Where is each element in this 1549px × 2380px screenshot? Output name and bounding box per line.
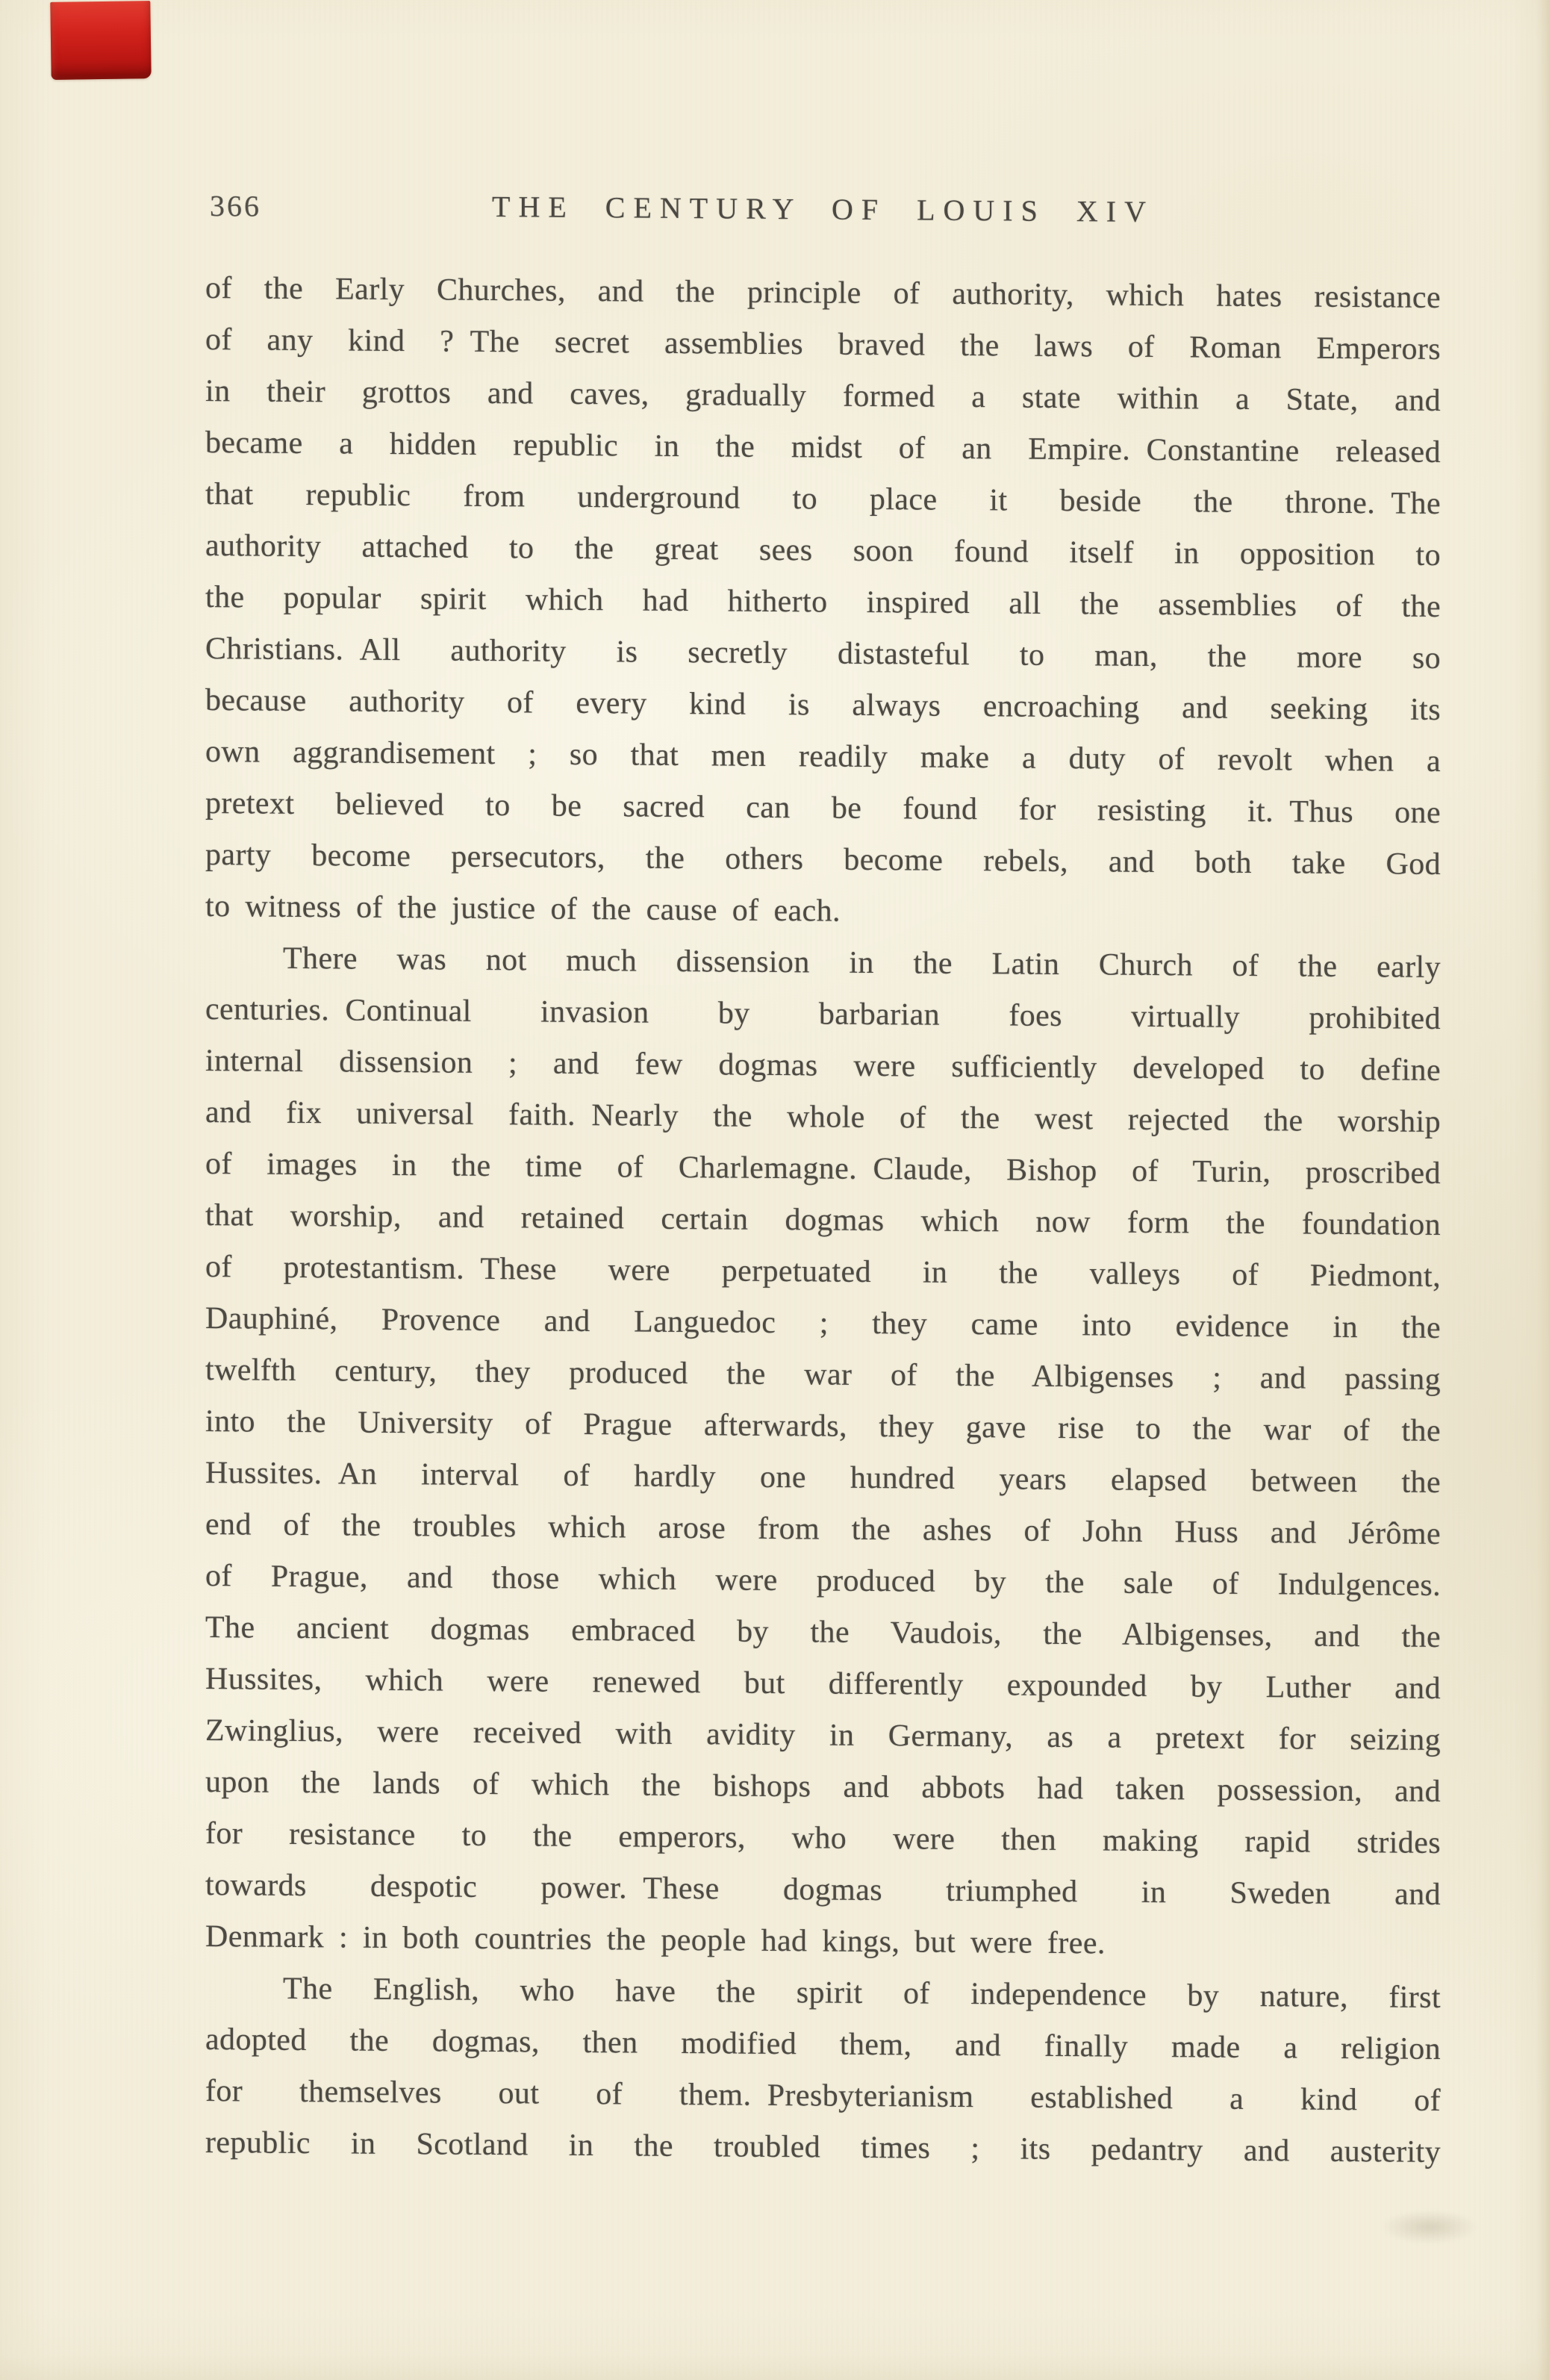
- text-line: party become persecutors, the others become rebels, and both take God: [205, 838, 1441, 882]
- page-header: [205, 187, 1441, 238]
- text-line: The ancient dogmas embraced by the Vaudois, the Albigenses, and the: [205, 1610, 1441, 1654]
- body-text: [205, 263, 1441, 2178]
- text-line: centuries. Continual invasion by barbarian foes virtually prohibited: [205, 992, 1441, 1036]
- text-line: the popular spirit which had hitherto inspired all the assemblies of the: [205, 580, 1441, 624]
- text-line: and fix universal faith. Nearly the whole of the west rejected the worship: [205, 1095, 1441, 1139]
- text-line: became a hidden republic in the midst of an Empire. Constantine released: [205, 426, 1441, 470]
- text-line: own aggrandisement ; so that men readily make a duty of revolt when a: [205, 735, 1441, 779]
- text-line: internal dissension ; and few dogmas were sufficiently developed to define: [205, 1044, 1441, 1088]
- text-line: of any kind ? The secret assemblies braved the laws of Roman Emperors: [205, 323, 1441, 367]
- text-line: Hussites. An interval of hardly one hundred years elapsed between the: [205, 1456, 1441, 1500]
- running-title: THE CENTURY OF LOUIS XIV: [492, 190, 1154, 228]
- text-line: pretext believed to be sacred can be found for resisting it. Thus one: [205, 786, 1441, 830]
- text-line: Dauphiné, Provence and Languedoc ; they came into evidence in the: [205, 1301, 1441, 1345]
- paper-smudge: [1381, 2210, 1478, 2244]
- text-line: Christians. All authority is secretly distasteful to man, the more so: [205, 632, 1441, 676]
- text-line: Hussites, which were renewed but differently expounded by Luther and: [205, 1662, 1441, 1706]
- text-line: of protestantism. These were perpetuated in the valleys of Piedmont,: [205, 1250, 1441, 1294]
- text-line: of Prague, and those which were produced by the sale of Indulgences.: [205, 1559, 1441, 1603]
- text-line: for themselves out of them. Presbyterianism established a kind of: [205, 2074, 1441, 2118]
- text-line: There was not much dissension in the Latin Church of the early: [283, 941, 1441, 985]
- text-line: because authority of every kind is always encroaching and seeking its: [205, 683, 1441, 727]
- text-line: end of the troubles which arose from the ashes of John Huss and Jérôme: [205, 1507, 1441, 1551]
- text-line: Denmark : in both countries the people had kings, but were free.: [205, 1919, 1106, 1961]
- text-line: for resistance to the emperors, who were then making rapid strides: [205, 1816, 1441, 1860]
- text-line: republic in Scotland in the troubled times ; its pedantry and austerity: [205, 2125, 1441, 2169]
- text-line: The English, who have the spirit of independence by nature, first: [283, 1971, 1441, 2015]
- text-line: to witness of the justice of the cause of each.: [205, 889, 841, 929]
- text-line: twelfth century, they produced the war of the Albigenses ; and passing: [205, 1353, 1441, 1397]
- text-line: into the University of Prague afterwards, they gave rise to the war of the: [205, 1404, 1441, 1448]
- text-line: that worship, and retained certain dogmas which now form the foundation: [205, 1198, 1441, 1242]
- text-line: that republic from underground to place it beside the throne. The: [205, 477, 1441, 521]
- page-number: 366: [210, 189, 261, 223]
- text-line: Zwinglius, were received with avidity in Germany, as a pretext for seizing: [205, 1713, 1441, 1757]
- text-line: adopted the dogmas, then modified them, and finally made a religion: [205, 2022, 1441, 2066]
- text-line: of the Early Churches, and the principle of authority, which hates resistance: [205, 271, 1441, 315]
- text-line: towards despotic power. These dogmas triumphed in Sweden and: [205, 1868, 1441, 1912]
- text-line: of images in the time of Charlemagne. Claude, Bishop of Turin, proscribed: [205, 1147, 1441, 1191]
- text-line: authority attached to the great sees soon found itself in opposition to: [205, 529, 1441, 573]
- text-line: upon the lands of which the bishops and abbots had taken possession, and: [205, 1765, 1441, 1809]
- text-line: in their grottos and caves, gradually formed a state within a State, and: [205, 374, 1441, 418]
